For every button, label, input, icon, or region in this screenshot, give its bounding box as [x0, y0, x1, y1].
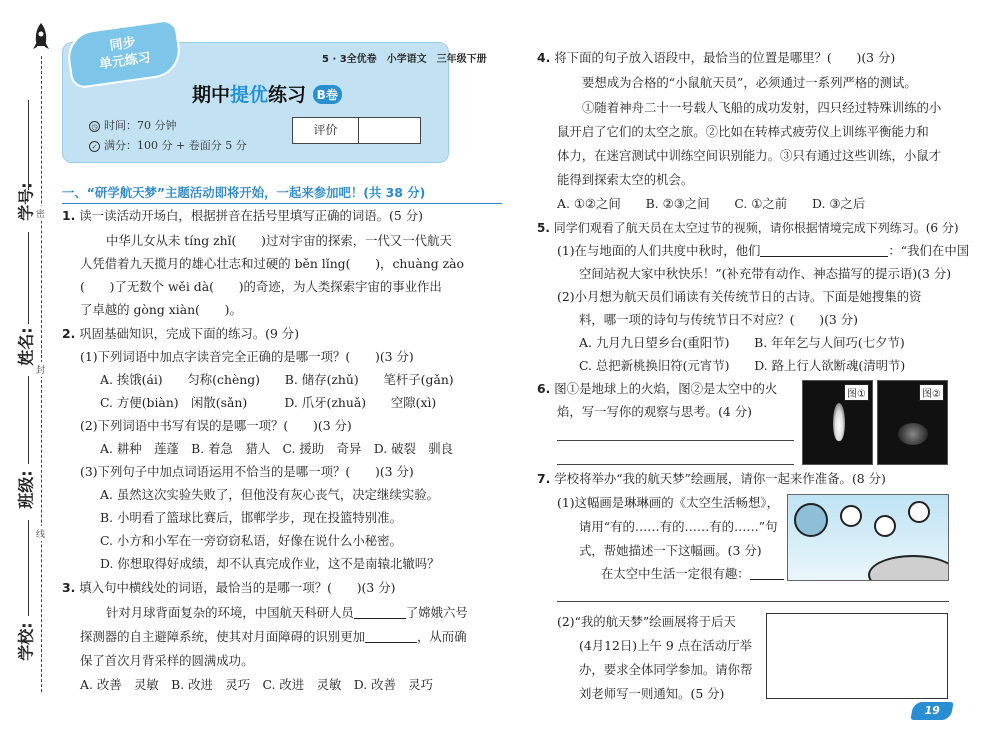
- q7-sub-1-d-text: 在太空中生活一定很有趣：: [601, 566, 750, 581]
- q4-para-2: 鼠开启了它们的太空之旅。②比如在转棒式疲劳仪上训练平衡能力和: [557, 124, 929, 139]
- q2-sub-1-options-b: C. 方便(biàn) 闲散(sǎn) D. 爪牙(zhuǎ) 空隙(xì): [100, 395, 437, 410]
- moon-surface-icon: [868, 555, 949, 581]
- rocket-icon: [31, 22, 51, 54]
- q7-sub-2-d: 刘老师写一则通知。(5 分): [579, 686, 725, 701]
- name-label: 姓名:: [16, 327, 36, 366]
- q2-sub-3-option-d: D. 你想取得好成绩，却不认真完成作业，这不是南辕北辙吗？: [100, 556, 440, 571]
- seal-xian: 线: [36, 526, 45, 541]
- q3-line-1: [106, 605, 468, 621]
- q2-sub-3-option-a: A. 虽然这次实验失败了，但他没有灰心丧气，决定继续实验。: [100, 487, 439, 502]
- q7-stem: 学校将举办“我的航天梦”绘画展，请你一起来作准备。(8 分): [554, 471, 886, 486]
- q2-sub-3: (3)下列句子中加点词语运用不恰当的是哪一项？( )(3 分): [80, 464, 414, 479]
- title-b-tag: B卷: [313, 85, 342, 104]
- school-field[interactable]: [6, 622, 44, 661]
- evaluation-input[interactable]: [359, 118, 420, 143]
- page-number: 19: [910, 702, 953, 720]
- check-icon: ✓: [89, 141, 100, 152]
- school-label: 学校:: [16, 622, 36, 661]
- q5-sub-2-b: 料，哪一项的诗句与传统节日不对应？( )(3 分): [579, 312, 858, 327]
- q1-line-3: ( )了无数个 wěi dà( )的奇迹，为人类探索宇宙的事业作出: [80, 279, 442, 294]
- q5-option-row-2: C. 总把新桃换旧符(元宵节) D. 路上行人欲断魂(清明节): [579, 358, 906, 373]
- q6-answer-line-2[interactable]: [557, 464, 794, 465]
- q4-options: A. ①②之间 B. ②③之间 C. ①之前 D. ③之后: [557, 196, 866, 211]
- q3-stem: 填入句中横线处的词语，最恰当的是哪一项？( )(3 分): [79, 580, 396, 595]
- q2-number: 2.: [62, 326, 76, 341]
- space-life-drawing: [787, 494, 949, 581]
- class-label: 班级:: [16, 470, 36, 509]
- q4-quote: 要想成为合格的“小鼠航天员”，必须通过一系列严格的测试。: [582, 75, 917, 90]
- q4-para-3: 体力，在迷宫测试中训练空间识别能力。③只有通过这些训练，小鼠才: [557, 148, 942, 163]
- figure-2-flame-space: [877, 380, 948, 465]
- page-title: [192, 80, 342, 107]
- question-4: [537, 50, 895, 66]
- score-text: 满分：100 分 + 卷面分 5 分: [104, 139, 247, 152]
- q7-answer-line[interactable]: [557, 601, 949, 602]
- question-3: [62, 580, 395, 596]
- q7-sub-2-b: (4月12日)上午 9 点在活动厅举: [579, 638, 752, 653]
- q6-answer-line-1[interactable]: [557, 440, 794, 441]
- q3-blank-1[interactable]: [354, 618, 406, 619]
- title-part-b: 练习: [268, 84, 307, 106]
- class-line: [28, 376, 29, 464]
- clock-icon: ◷: [89, 121, 100, 132]
- figure-1-tag: 图①: [844, 384, 869, 401]
- q6-number: 6.: [537, 381, 551, 396]
- q3-line-1-text-b: 了嫦娥六号: [405, 605, 468, 620]
- evaluation-label: 评价: [293, 118, 359, 143]
- student-no-line: [28, 100, 29, 190]
- school-line: [28, 520, 29, 616]
- question-1: [62, 208, 423, 224]
- question-5: [537, 220, 959, 236]
- student-no-label: 学号:: [16, 182, 36, 221]
- q3-line-1-text-a: 针对月球背面复杂的环境，中国航天科研人员: [106, 605, 354, 620]
- figure-2-tag: 图②: [919, 384, 944, 401]
- q5-sub-1: [557, 243, 969, 259]
- q5-blank[interactable]: [760, 256, 888, 257]
- title-part-a: 期中: [192, 84, 231, 106]
- astronaut-icon: [874, 515, 896, 537]
- question-2: [62, 326, 299, 342]
- q3-line-2-text-b: ，从而确: [416, 629, 467, 644]
- q1-line-1: 中华儿女从未 tíng zhǐ( )过对宇宙的探索，一代又一代航天: [106, 233, 452, 248]
- q2-stem: 巩固基础知识，完成下面的练习。(9 分): [79, 326, 300, 341]
- badge-line-2: 单元练习: [98, 50, 152, 73]
- q3-blank-2[interactable]: [365, 642, 417, 643]
- q5-number: 5.: [537, 221, 550, 235]
- q3-number: 3.: [62, 580, 76, 595]
- q2-sub-3-option-b: B. 小明看了篮球比赛后，邯郸学步，现在投篮特别准。: [100, 510, 402, 525]
- title-accent: 提优: [230, 84, 269, 106]
- time-info: [89, 117, 177, 133]
- flame-earth-icon: [833, 403, 845, 441]
- flame-space-icon: [898, 423, 928, 445]
- q7-sub-1-b: 请用“有的……有的……有的……”句: [579, 519, 778, 534]
- q5-option-row-1: A. 九月九日望乡台(重阳节) B. 年年乞与人间巧(七夕节): [579, 335, 905, 350]
- q3-options: A. 改善 灵敏 B. 改进 灵巧 C. 改进 灵敏 D. 改善 灵巧: [80, 677, 434, 692]
- badge-line-1: 同步: [108, 35, 137, 54]
- name-line: [28, 232, 29, 324]
- q1-number: 1.: [62, 208, 76, 223]
- student-no-field[interactable]: [6, 182, 44, 221]
- q2-sub-2: (2)下列词语中书写有误的是哪一项？( )(3 分): [80, 418, 352, 433]
- q5-sub-1-cont: 空间站祝大家中秋快乐！”(补充带有动作、神态描写的提示语)(3 分): [579, 266, 952, 281]
- q1-line-2: 人凭借着九天揽月的雄心壮志和过硬的 běn lǐng( )，chuàng zào: [80, 256, 464, 271]
- q1-stem: 读一读活动开场白，根据拼音在括号里填写正确的词语。(5 分): [79, 208, 423, 223]
- q6-line-2: 焰，写一写你的观察与思考。(4 分): [557, 404, 752, 419]
- q4-para-4: 能得到探索太空的机会。: [557, 172, 694, 187]
- q2-sub-1-options-a: A. 挨饿(ái) 匀称(chèng) B. 储存(zhǔ) 笔杆子(gǎn): [100, 372, 454, 387]
- q7-sub-2-c: 办，要求全体同学参加。请你帮: [579, 662, 753, 677]
- q5-sub-2-a: (2)小月想为航天员们诵读有关传统节日的古诗。下面是她搜集的资: [557, 289, 922, 304]
- astronaut-icon: [840, 505, 862, 527]
- figure-1-flame-earth: [802, 380, 873, 465]
- q3-line-3: 保了首次月背采样的圆满成功。: [80, 653, 254, 668]
- q4-number: 4.: [537, 50, 551, 65]
- q1-line-4: 了卓越的 gòng xiàn( )。: [80, 302, 242, 317]
- q7-number: 7.: [537, 471, 551, 486]
- time-text: 时间：70 分钟: [104, 119, 177, 132]
- q5-stem: 同学们观看了航天员在太空过节的视频，请你根据情境完成下列练习。(6 分): [553, 221, 959, 235]
- q4-stem: 将下面的句子放入语段中，最恰当的位置是哪里？( )(3 分): [554, 50, 896, 65]
- class-field[interactable]: [6, 470, 44, 509]
- q3-line-2: [80, 629, 467, 645]
- evaluation-box: [292, 117, 421, 144]
- q7-sub-1-c: 式，帮她描述一下这幅画。(3 分): [579, 543, 762, 558]
- name-field[interactable]: [6, 327, 44, 366]
- q7-sub-1-d: [601, 566, 784, 582]
- astronaut-icon: [908, 501, 930, 523]
- q4-para-1: ①随着神舟二十一号载人飞船的成功发射，四只经过特殊训练的小: [582, 100, 942, 115]
- q2-sub-2-options: A. 耕种 莲蓬 B. 着急 猎人 C. 援助 奇异 D. 破裂 驯良: [100, 441, 454, 456]
- question-7: [537, 471, 886, 487]
- q7-blank-inline[interactable]: [750, 579, 784, 580]
- q5-sub-1-text-b: ：“我们在中国: [888, 243, 970, 258]
- planet-icon: [794, 503, 828, 537]
- section-heading: 一、“研学航天梦”主题活动即将开始，一起来参加吧！(共 38 分): [62, 185, 426, 200]
- q5-sub-1-text-a: (1)在与地面的人们共度中秋时，他们: [557, 243, 761, 258]
- q2-sub-1: (1)下列词语中加点字读音完全正确的是哪一项？( )(3 分): [80, 349, 414, 364]
- q6-line-1: 图①是地球上的火焰，图②是太空中的火: [554, 381, 778, 396]
- q7-sub-2-a: (2)“我的航天梦”绘画展将于后天: [557, 614, 736, 629]
- section-underline: [62, 203, 502, 204]
- q7-sub-1-a: (1)这幅画是琳琳画的《太空生活畅想》，: [557, 495, 779, 510]
- score-info: [89, 137, 247, 153]
- question-6: [537, 381, 777, 397]
- seal-mi: 密: [36, 206, 45, 221]
- series-line: 5 · 3全优卷 小学语文 三年级下册: [322, 54, 487, 65]
- q2-sub-3-option-c: C. 小方和小军在一旁窃窃私语，好像在说什么小秘密。: [100, 533, 402, 548]
- notice-answer-box[interactable]: [766, 613, 948, 699]
- seal-feng: 封: [36, 362, 45, 377]
- q3-line-2-text-a: 探测器的自主避障系统，使其对月面障碍的识别更加: [80, 629, 365, 644]
